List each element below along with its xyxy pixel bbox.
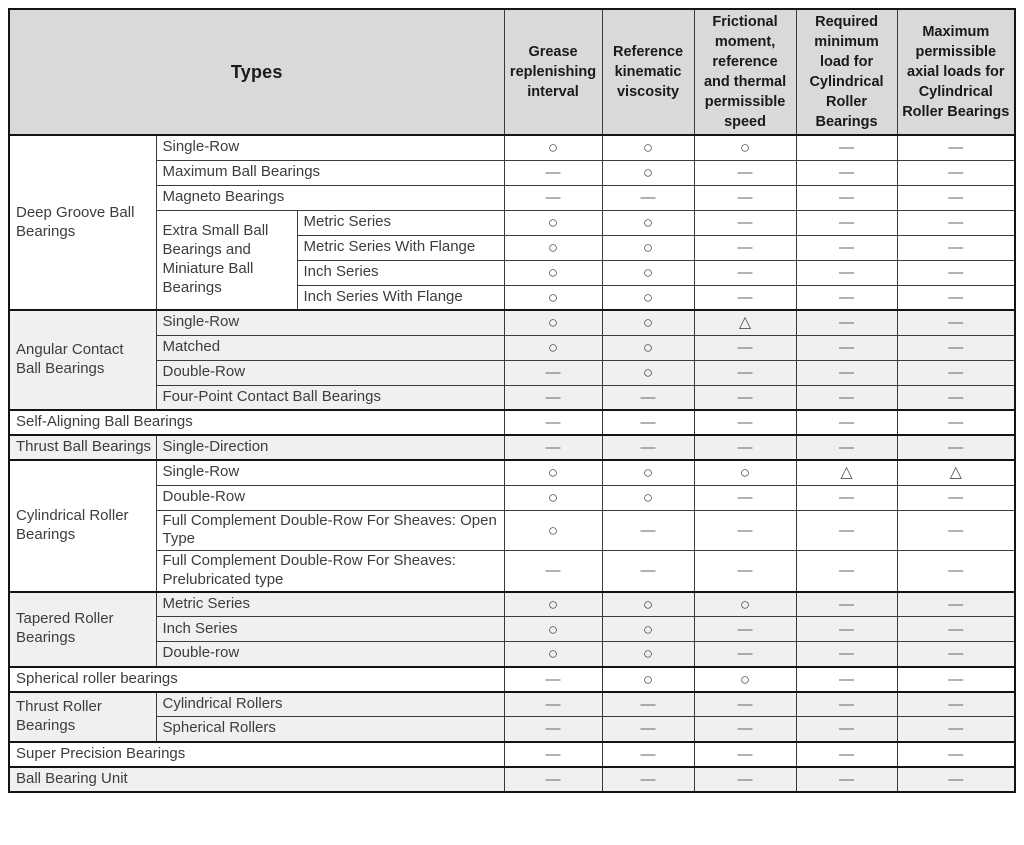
types-header-cell: Types (9, 9, 504, 135)
table-row (9, 717, 1015, 742)
symbol-circle-cell: ○ (504, 460, 602, 485)
symbol-dash-cell: — (602, 551, 694, 592)
symbol-dash-cell: — (796, 285, 897, 310)
symbol-dash-cell: — (796, 185, 897, 210)
symbol-triangle-cell: △ (694, 310, 796, 335)
symbol-dash-cell: — (602, 742, 694, 767)
symbol-dash-cell: — (602, 767, 694, 792)
col-header-maximum-permissible-axial-loads: Maximum permissible axial loads for Cylindrical Roller Bearings (897, 9, 1015, 135)
symbol-dash-cell: — (897, 335, 1015, 360)
symbol-triangle-cell: △ (897, 460, 1015, 485)
symbol-circle-cell: ○ (504, 310, 602, 335)
symbol-dash-cell: — (602, 717, 694, 742)
symbol-circle-cell: ○ (504, 510, 602, 551)
symbol-circle-cell: ○ (504, 235, 602, 260)
type-label-cell: Metric Series With Flange (297, 235, 504, 260)
symbol-dash-cell: — (694, 285, 796, 310)
table-row (9, 485, 1015, 510)
symbol-dash-cell: — (504, 767, 602, 792)
symbol-dash-cell: — (897, 742, 1015, 767)
group-label-cell: Thrust Ball Bearings (9, 435, 156, 460)
table-row (9, 767, 1015, 792)
symbol-circle-cell: ○ (694, 460, 796, 485)
symbol-dash-cell: — (897, 667, 1015, 692)
symbol-dash-cell: — (897, 310, 1015, 335)
symbol-dash-cell: — (504, 435, 602, 460)
symbol-dash-cell: — (796, 667, 897, 692)
symbol-dash-cell: — (694, 360, 796, 385)
col-header-reference-kinematic-viscosity: Reference kinematic viscosity (602, 9, 694, 135)
type-label-cell: Double-Row (156, 360, 504, 385)
table-row (9, 617, 1015, 642)
type-label-cell: Single-Row (156, 135, 504, 160)
symbol-circle-cell: ○ (602, 285, 694, 310)
symbol-circle-cell: ○ (504, 210, 602, 235)
symbol-dash-cell: — (897, 385, 1015, 410)
symbol-dash-cell: — (796, 210, 897, 235)
bearing-types-table (8, 8, 1016, 793)
group-label-cell: Spherical roller bearings (9, 667, 504, 692)
symbol-dash-cell: — (897, 717, 1015, 742)
symbol-dash-cell: — (694, 160, 796, 185)
symbol-dash-cell: — (897, 435, 1015, 460)
symbol-circle-cell: ○ (504, 642, 602, 667)
symbol-dash-cell: — (796, 385, 897, 410)
group-label-cell: Thrust Roller Bearings (9, 692, 156, 742)
symbol-circle-cell: ○ (602, 310, 694, 335)
symbol-circle-cell: ○ (504, 135, 602, 160)
symbol-circle-cell: ○ (504, 335, 602, 360)
symbol-dash-cell: — (796, 617, 897, 642)
table-row (9, 460, 1015, 485)
type-label-cell: Spherical Rollers (156, 717, 504, 742)
symbol-dash-cell: — (694, 485, 796, 510)
symbol-circle-cell: ○ (504, 285, 602, 310)
symbol-dash-cell: — (694, 767, 796, 792)
symbol-triangle-cell: △ (796, 460, 897, 485)
symbol-dash-cell: — (694, 717, 796, 742)
symbol-dash-cell: — (796, 742, 897, 767)
symbol-dash-cell: — (504, 551, 602, 592)
symbol-dash-cell: — (796, 260, 897, 285)
symbol-dash-cell: — (796, 235, 897, 260)
symbol-circle-cell: ○ (602, 642, 694, 667)
table-row (9, 160, 1015, 185)
symbol-dash-cell: — (897, 485, 1015, 510)
subgroup-label-cell: Extra Small Ball Bearings and Miniature Ball Bearings (156, 210, 297, 310)
table-row (9, 335, 1015, 360)
symbol-dash-cell: — (897, 285, 1015, 310)
symbol-dash-cell: — (796, 135, 897, 160)
group-label-cell: Deep Groove Ball Bearings (9, 135, 156, 310)
symbol-circle-cell: ○ (602, 260, 694, 285)
symbol-circle-cell: ○ (602, 235, 694, 260)
group-label-cell: Tapered Roller Bearings (9, 592, 156, 667)
type-label-cell: Inch Series With Flange (297, 285, 504, 310)
symbol-dash-cell: — (504, 742, 602, 767)
symbol-dash-cell: — (897, 135, 1015, 160)
symbol-circle-cell: ○ (504, 485, 602, 510)
type-label-cell: Magneto Bearings (156, 185, 504, 210)
symbol-circle-cell: ○ (602, 360, 694, 385)
symbol-dash-cell: — (897, 642, 1015, 667)
symbol-dash-cell: — (694, 335, 796, 360)
symbol-dash-cell: — (602, 692, 694, 717)
symbol-dash-cell: — (796, 360, 897, 385)
symbol-circle-cell: ○ (602, 335, 694, 360)
symbol-dash-cell: — (694, 235, 796, 260)
symbol-dash-cell: — (897, 692, 1015, 717)
type-label-cell: Single-Row (156, 460, 504, 485)
symbol-dash-cell: — (602, 185, 694, 210)
symbol-dash-cell: — (602, 435, 694, 460)
symbol-dash-cell: — (694, 551, 796, 592)
symbol-dash-cell: — (796, 410, 897, 435)
group-label-cell: Self-Aligning Ball Bearings (9, 410, 504, 435)
symbol-dash-cell: — (796, 510, 897, 551)
symbol-dash-cell: — (897, 510, 1015, 551)
symbol-circle-cell: ○ (694, 667, 796, 692)
symbol-dash-cell: — (694, 617, 796, 642)
symbol-circle-cell: ○ (504, 592, 602, 617)
symbol-dash-cell: — (504, 160, 602, 185)
table-body (9, 135, 1015, 792)
type-label-cell: Four-Point Contact Ball Bearings (156, 385, 504, 410)
group-label-cell: Super Precision Bearings (9, 742, 504, 767)
symbol-circle-cell: ○ (602, 210, 694, 235)
symbol-dash-cell: — (694, 210, 796, 235)
symbol-dash-cell: — (796, 642, 897, 667)
table-row (9, 510, 1015, 551)
type-label-cell: Inch Series (156, 617, 504, 642)
symbol-dash-cell: — (504, 692, 602, 717)
symbol-dash-cell: — (897, 160, 1015, 185)
symbol-dash-cell: — (694, 742, 796, 767)
type-label-cell: Full Complement Double-Row For Sheaves: Open Type (156, 510, 504, 551)
symbol-dash-cell: — (796, 335, 897, 360)
table-row (9, 667, 1015, 692)
type-label-cell: Maximum Ball Bearings (156, 160, 504, 185)
symbol-dash-cell: — (694, 185, 796, 210)
symbol-dash-cell: — (694, 410, 796, 435)
header-row (9, 9, 1015, 135)
group-label-cell: Cylindrical Roller Bearings (9, 460, 156, 592)
symbol-dash-cell: — (796, 435, 897, 460)
table-row (9, 692, 1015, 717)
table-row (9, 742, 1015, 767)
group-label-cell: Angular Contact Ball Bearings (9, 310, 156, 410)
type-label-cell: Metric Series (156, 592, 504, 617)
symbol-dash-cell: — (796, 592, 897, 617)
symbol-dash-cell: — (694, 385, 796, 410)
col-header-frictional-moment-speed: Frictional moment, reference and thermal permissible speed (694, 9, 796, 135)
col-header-required-minimum-load: Required minimum load for Cylindrical Roller Bearings (796, 9, 897, 135)
symbol-circle-cell: ○ (694, 135, 796, 160)
symbol-dash-cell: — (796, 551, 897, 592)
symbol-dash-cell: — (796, 717, 897, 742)
symbol-dash-cell: — (897, 360, 1015, 385)
symbol-dash-cell: — (504, 385, 602, 410)
type-label-cell: Double-row (156, 642, 504, 667)
type-label-cell: Single-Row (156, 310, 504, 335)
table-row (9, 385, 1015, 410)
symbol-circle-cell: ○ (602, 485, 694, 510)
symbol-dash-cell: — (504, 717, 602, 742)
symbol-dash-cell: — (694, 435, 796, 460)
table-row (9, 185, 1015, 210)
table-row (9, 135, 1015, 160)
symbol-dash-cell: — (897, 260, 1015, 285)
type-label-cell: Inch Series (297, 260, 504, 285)
table-row (9, 551, 1015, 592)
symbol-dash-cell: — (796, 160, 897, 185)
col-header-grease-replenishing-interval: Grease replenishing interval (504, 9, 602, 135)
table-row (9, 410, 1015, 435)
symbol-circle-cell: ○ (504, 617, 602, 642)
symbol-dash-cell: — (694, 692, 796, 717)
symbol-dash-cell: — (694, 642, 796, 667)
group-label-cell: Ball Bearing Unit (9, 767, 504, 792)
symbol-dash-cell: — (796, 692, 897, 717)
symbol-circle-cell: ○ (504, 260, 602, 285)
table-row (9, 642, 1015, 667)
table-row (9, 435, 1015, 460)
symbol-circle-cell: ○ (602, 617, 694, 642)
symbol-circle-cell: ○ (602, 592, 694, 617)
table-row (9, 592, 1015, 617)
symbol-dash-cell: — (504, 667, 602, 692)
symbol-dash-cell: — (897, 185, 1015, 210)
symbol-dash-cell: — (504, 185, 602, 210)
symbol-dash-cell: — (694, 510, 796, 551)
symbol-dash-cell: — (504, 360, 602, 385)
symbol-dash-cell: — (504, 410, 602, 435)
symbol-dash-cell: — (897, 767, 1015, 792)
table-row (9, 310, 1015, 335)
type-label-cell: Full Complement Double-Row For Sheaves: Prelubricated type (156, 551, 504, 592)
symbol-dash-cell: — (602, 385, 694, 410)
type-label-cell: Metric Series (297, 210, 504, 235)
symbol-dash-cell: — (897, 592, 1015, 617)
symbol-dash-cell: — (897, 551, 1015, 592)
symbol-dash-cell: — (602, 410, 694, 435)
table-row (9, 210, 1015, 235)
symbol-dash-cell: — (796, 310, 897, 335)
symbol-dash-cell: — (897, 617, 1015, 642)
table-row (9, 360, 1015, 385)
symbol-dash-cell: — (897, 235, 1015, 260)
symbol-dash-cell: — (694, 260, 796, 285)
type-label-cell: Cylindrical Rollers (156, 692, 504, 717)
type-label-cell: Matched (156, 335, 504, 360)
symbol-dash-cell: — (602, 510, 694, 551)
symbol-dash-cell: — (796, 767, 897, 792)
symbol-circle-cell: ○ (602, 460, 694, 485)
symbol-circle-cell: ○ (602, 667, 694, 692)
symbol-circle-cell: ○ (602, 160, 694, 185)
type-label-cell: Single-Direction (156, 435, 504, 460)
symbol-circle-cell: ○ (694, 592, 796, 617)
symbol-circle-cell: ○ (602, 135, 694, 160)
type-label-cell: Double-Row (156, 485, 504, 510)
symbol-dash-cell: — (897, 210, 1015, 235)
symbol-dash-cell: — (796, 485, 897, 510)
symbol-dash-cell: — (897, 410, 1015, 435)
